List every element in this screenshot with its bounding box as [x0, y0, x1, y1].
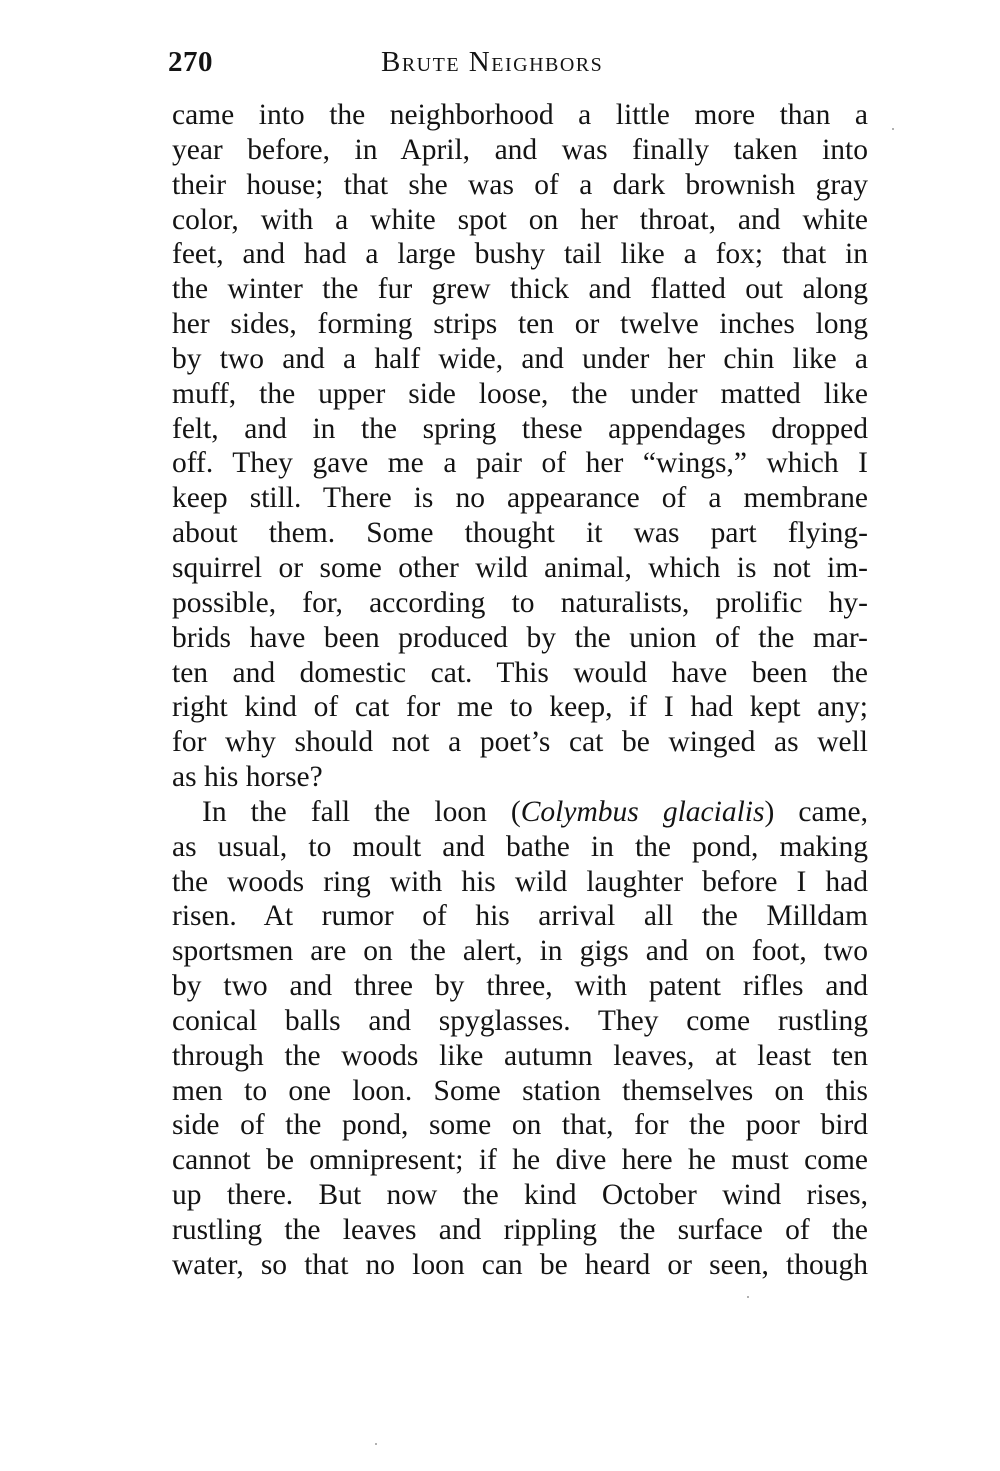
text-line: felt, and in the spring these appendages dropped [172, 412, 868, 445]
print-speck [747, 1296, 749, 1298]
text-line: cannot be omnipresent; if he dive here he must come [172, 1144, 868, 1177]
print-speck [375, 1443, 377, 1445]
text-line: the woods ring with his wild laughter before I had [172, 865, 868, 898]
text-line: as his horse? [172, 761, 323, 794]
text-line: their house; that she was of a dark brownish gray [172, 168, 868, 201]
text-line: feet, and had a large bushy tail like a fox; that in [172, 238, 868, 271]
text-line: conical balls and spyglasses. They come rustling [172, 1004, 868, 1037]
text-line: as usual, to moult and bathe in the pond, making [172, 830, 868, 863]
chapter-title: Brute Neighbors [381, 46, 604, 78]
text-run: In the fall the loon ( [202, 795, 521, 828]
running-head [168, 46, 868, 86]
text-line: muff, the upper side loose, the under matted like [172, 377, 868, 410]
text-line: by two and a half wide, and under her chin like a [172, 342, 868, 375]
latin-name: Colymbus glacialis [520, 795, 765, 828]
paragraph-loon [172, 795, 868, 1283]
text-line: by two and three by three, with patent rifles and [172, 970, 868, 1003]
text-line: through the woods like autumn leaves, at least ten [172, 1039, 868, 1072]
text-line: sportsmen are on the alert, in gigs and on foot, two [172, 935, 868, 968]
page-number: 270 [168, 46, 213, 78]
text-line: water, so that no loon can be heard or seen, though [172, 1248, 868, 1281]
text-line: risen. At rumor of his arrival all the Milldam [172, 900, 868, 933]
text-line: year before, in April, and was finally taken into [172, 133, 868, 166]
text-line: for why should not a poet’s cat be winged as well [172, 726, 868, 759]
text-line: keep still. There is no appearance of a membrane [172, 482, 868, 515]
text-line: possible, for, according to naturalists, prolific hy- [172, 586, 868, 619]
text-line: about them. Some thought it was part flying- [172, 517, 868, 550]
text-line: squirrel or some other wild animal, which is not im- [172, 551, 868, 584]
text-line: men to one loon. Some station themselves on this [172, 1074, 868, 1107]
paragraph-cat [172, 98, 868, 795]
text-line: brids have been produced by the union of the mar- [172, 621, 868, 654]
text-line: off. They gave me a pair of her “wings,” which I [172, 447, 868, 480]
text-line: right kind of cat for me to keep, if I had kept any; [172, 691, 868, 724]
text-line: her sides, forming strips ten or twelve inches long [172, 308, 868, 341]
text-line: ten and domestic cat. This would have been the [172, 656, 868, 689]
body-text [172, 98, 868, 1283]
text-line: up there. But now the kind October wind rises, [172, 1179, 868, 1212]
text-run: ) came, [764, 795, 868, 828]
text-line [172, 795, 868, 830]
text-line: came into the neighborhood a little more than a [172, 99, 868, 131]
print-speck [892, 128, 894, 130]
text-line: the winter the fur grew thick and flatted out along [172, 273, 868, 306]
text-line: color, with a white spot on her throat, and white [172, 203, 868, 236]
text-line: side of the pond, some on that, for the poor bird [172, 1109, 868, 1142]
text-line: rustling the leaves and rippling the surface of the [172, 1214, 868, 1246]
